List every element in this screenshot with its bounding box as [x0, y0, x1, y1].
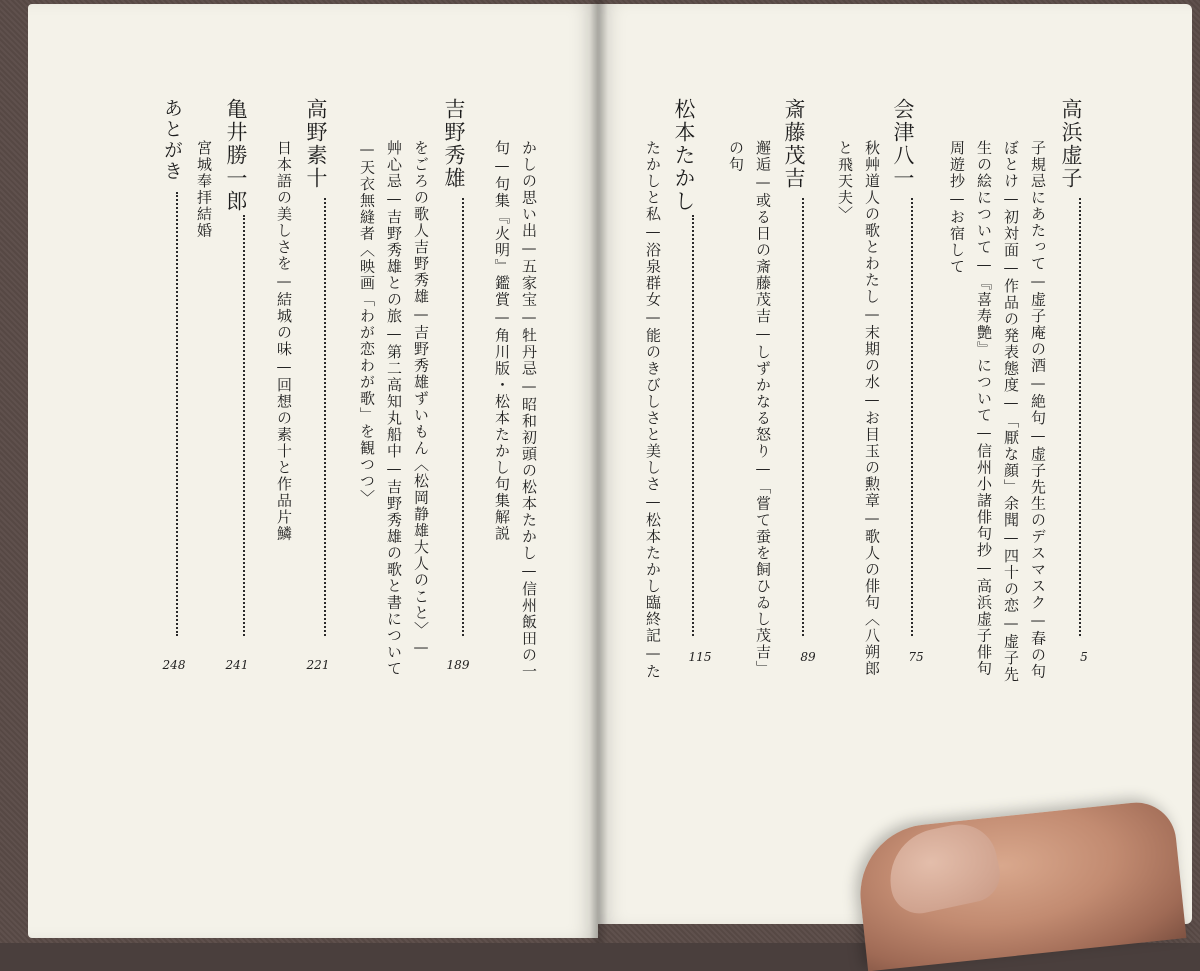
toc-line: 秋艸道人の歌とわたし—末期の水—お目玉の勲章—歌人の俳句〈八朔郎	[863, 140, 881, 677]
toc-line: ぼとけ—初対面—作品の発表態度—「厭な顔」余聞—四十の恋—虚子先	[1002, 140, 1020, 683]
toc-page-number: 115	[688, 650, 712, 664]
leader-dots	[462, 198, 464, 636]
toc-line: かしの思い出—五家宝—牡丹忌—昭和初頭の松本たかし—信州飯田の一	[520, 140, 538, 680]
leader-dots	[176, 192, 178, 636]
toc-line: 艸心忌—吉野秀雄との旅—第二高知丸船中—吉野秀雄の歌と書について	[385, 140, 403, 677]
toc-line: 生の絵について—『喜寿艶』について—信州小諸俳句抄—高浜虚子俳句	[975, 140, 993, 677]
leader-dots	[911, 198, 913, 636]
toc-title-atogaki: あとがき	[161, 98, 183, 182]
toc-page-number: 221	[306, 658, 330, 672]
toc-line: 句—句集『火明』鑑賞—角川版・松本たかし句集解説	[493, 140, 511, 542]
toc-line: 子規忌にあたって—虚子庵の酒—絶句—虚子先生のデスマスク—春の句	[1029, 140, 1047, 680]
toc-title-yoshino-hideo: 吉野秀雄	[442, 98, 466, 190]
leader-dots	[324, 198, 326, 636]
toc-line: と飛天夫〉	[836, 140, 854, 223]
toc-line: たかしと私—浴泉群女—能のきびしさと美しさ—松本たかし臨終記—た	[644, 140, 662, 680]
toc-page-number: 189	[446, 658, 470, 672]
toc-line: 日本語の美しさを—結城の味—回想の素十と作品片鱗	[275, 140, 293, 542]
leader-dots	[1079, 198, 1081, 636]
leader-dots	[692, 215, 694, 636]
toc-page-number: 241	[225, 658, 249, 672]
toc-title-kamei-katsuichiro: 亀井勝一郎	[224, 98, 248, 213]
toc-title-saito-mokichi: 斎藤茂吉	[782, 98, 806, 190]
toc-line: 周遊抄—お宿して	[948, 140, 966, 275]
toc-page-number: 248	[162, 658, 186, 672]
toc-page-number: 75	[908, 650, 924, 664]
toc-line: の句	[727, 140, 745, 173]
toc-title-aizu-yaichi: 会津八一	[891, 98, 915, 190]
toc-page-number: 89	[800, 650, 816, 664]
toc-line: をごろの歌人吉野秀雄—吉野秀雄ずいもん〈松岡静雄大人のこと〉—	[412, 140, 430, 658]
leader-dots	[243, 215, 245, 636]
toc-title-takano-suju: 高野素十	[304, 98, 328, 190]
book-gutter	[590, 0, 608, 943]
toc-line: —天衣無縫者〈映画「わが恋わが歌」を観つつ〉	[358, 140, 376, 506]
toc-line: 邂逅—或る日の斎藤茂吉—しずかなる怒り—「嘗て蚕を飼ひゐし茂吉」	[754, 140, 772, 677]
toc-line: 宮城奉拝結婚	[195, 140, 213, 239]
toc-title-matsumoto-takashi: 松本たかし	[672, 98, 696, 213]
toc-title-takahama-kyoshi: 高浜虚子	[1059, 98, 1083, 190]
leader-dots	[802, 198, 804, 636]
toc-page-number: 5	[1080, 650, 1088, 664]
